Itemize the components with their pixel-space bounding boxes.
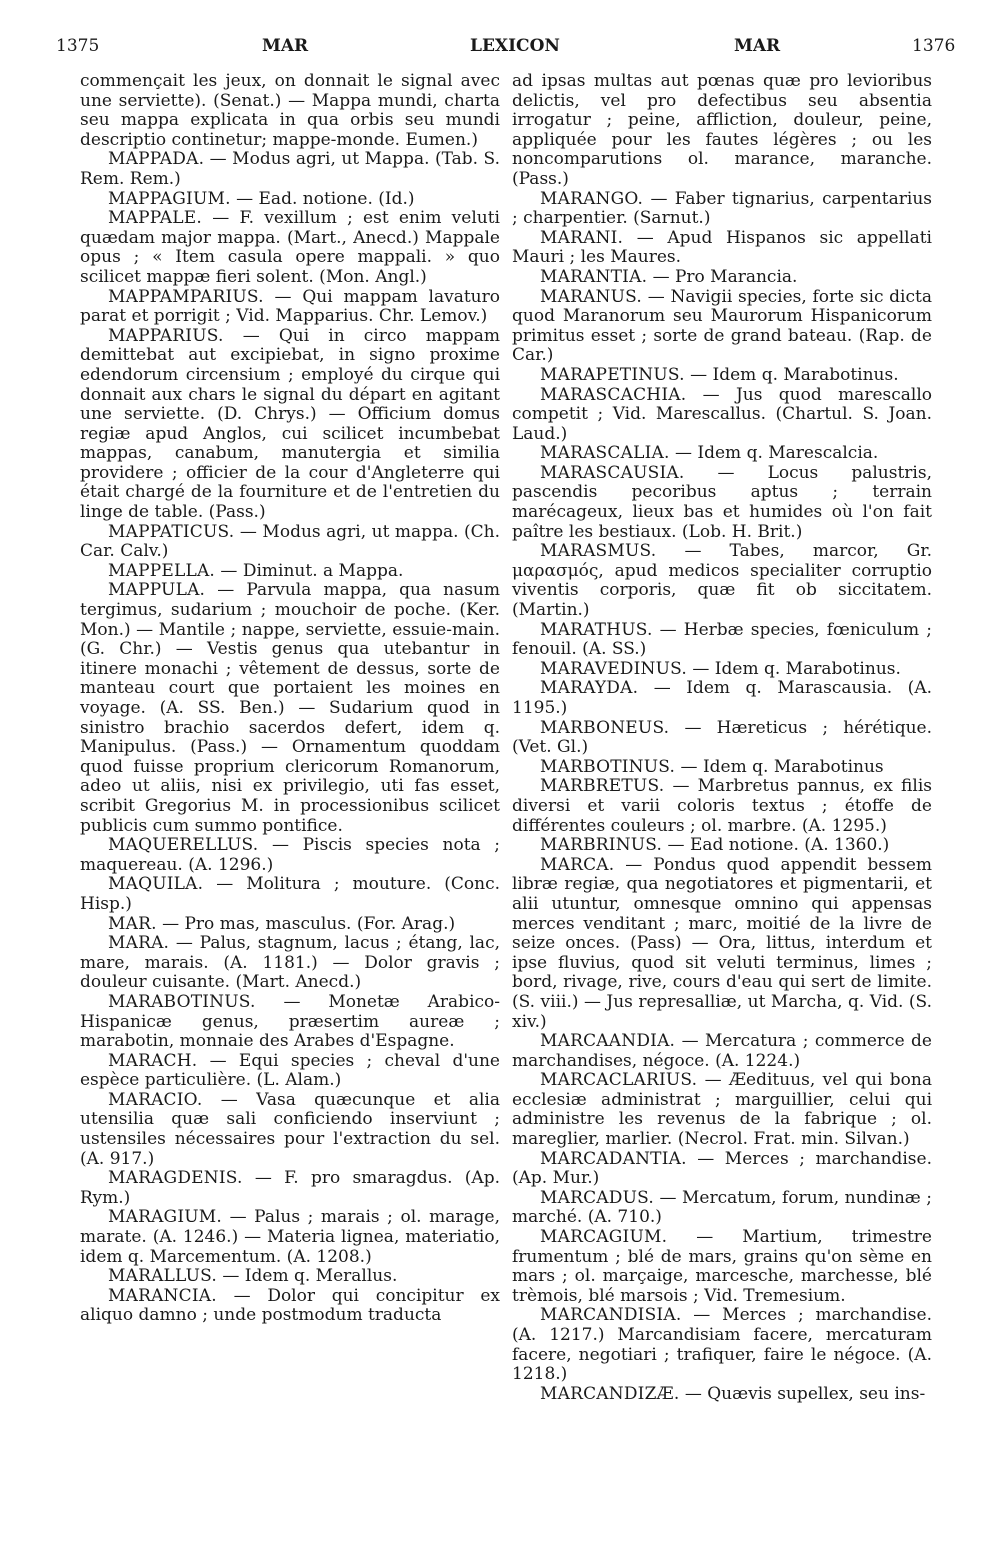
dictionary-entry xyxy=(512,1385,932,1405)
entry-definition: — Mercatum, forum, nundinæ ; marché. (A. 710.) xyxy=(512,1187,932,1228)
dictionary-entry xyxy=(80,915,500,935)
dictionary-entry xyxy=(80,150,500,189)
entry-headword: MARAYDA. xyxy=(540,678,639,699)
entry-headword: MAPPULA. xyxy=(108,580,206,601)
dictionary-entry xyxy=(512,1071,932,1149)
entry-definition: — Palus, stagnum, lacus ; étang, lac, mare, marais. (A. 1181.) — Dolor gravis ; douleur cuisante. (Mart. Anecd.) xyxy=(80,933,500,993)
entry-headword: MARASCACHIA. xyxy=(540,384,687,405)
entry-headword: MARACH. xyxy=(108,1050,198,1071)
dictionary-entry xyxy=(512,777,932,836)
dictionary-entry xyxy=(80,72,500,150)
entry-headword: MAPPALE. xyxy=(108,208,202,229)
page-number-left: 1375 xyxy=(56,36,100,56)
entry-headword: MARAGDENIS. xyxy=(108,1168,243,1189)
dictionary-entry xyxy=(512,1150,932,1189)
entry-headword: MAQUILA. xyxy=(108,874,204,895)
entry-definition: — Pondus quod appendit bessem libræ regiæ, qua negotiatores et pigmentarii, et alii utuntur, omnesque omnino qui appensas merces venditant ; marc, moitié de la livre de seize onces. (Pass) — Ora, littus, interdum et ipse fluvius, quod sit veluti terminus, limes ; bord, rivage, rive, cours d'eau qui sert de limite. (S. viii.) — Jus represalliæ, ut Marcha, q. Vid. (S. xiv.) xyxy=(512,854,932,1032)
entry-headword: MARASCALIA. xyxy=(540,443,670,464)
entry-definition: — Navigii species, forte sic dicta quod Maranorum seu Maurorum Hispanicorum primitus esset ; sorte de grand bateau. (Rap. de Car.) xyxy=(512,286,932,366)
entry-headword: MARALLUS. xyxy=(108,1266,217,1287)
entry-definition: — Idem q. Marabotinus. xyxy=(687,658,901,679)
entry-definition: — Diminut. a Mappa. xyxy=(215,560,404,581)
entry-definition: ad ipsas multas aut pœnas quæ pro levioribus delictis, vel pro defectibus seu absentia irrogatur ; peine, affliction, douleur, peine, appliquée pour les fautes légères ; ou les noncomparutions ol. marance, maranche. (Pass.) xyxy=(512,71,932,189)
dictionary-entry xyxy=(512,679,932,718)
entry-definition: — Ead notione. (A. 1360.) xyxy=(662,835,890,856)
entry-headword: MARCANDIZÆ. xyxy=(540,1383,680,1404)
entry-headword: MARCADUS. xyxy=(540,1187,654,1208)
dictionary-entry xyxy=(512,1032,932,1071)
entry-headword: MARCANDISIA. xyxy=(540,1305,682,1326)
entry-definition: — Locus palustris, pascendis pecoribus aptus ; terrain marécageux, lieux bas et humides où l'on fait paître les bestiaux. (Lob. H. Brit.) xyxy=(512,462,932,542)
dictionary-entry xyxy=(80,836,500,875)
entry-definition: — Qui mappam lavaturo parat et porrigit ; Vid. Mapparius. Chr. Lemov.) xyxy=(80,286,500,327)
entry-headword: MARANGO. xyxy=(540,188,644,209)
entry-definition: — Merces ; marchandise. (Ap. Mur.) xyxy=(512,1148,932,1189)
dictionary-entry xyxy=(512,1228,932,1306)
dictionary-entry xyxy=(512,1189,932,1228)
entry-definition: — Parvula mappa, qua nasum tergimus, sudarium ; mouchoir de poche. (Ker. Mon.) — Mantile ; nappe, serviette, essuie-main. (G. Chr.) — Vestis genus qua utebantur in itinere monachi ; vêtement de dessus, sorte de manteau court que portaient les moines en voyage. (A. SS. Ben.) — Sudarium quod in sinistro brachio sacerdos defert, idem q. Manipulus. (Pass.) — Ornamentum quoddam quod fuisse proprium clericorum Romanorum, adeo ut aliis, nisi ex privilegio, uti fas esset, scribit Gregorius M. in processionibus scilicet publicis cum summo pontifice. xyxy=(80,580,500,836)
dictionary-entry xyxy=(80,327,500,523)
dictionary-entry xyxy=(512,1306,932,1384)
entry-headword: MARANTIA. xyxy=(540,266,648,287)
right-column xyxy=(512,72,932,1404)
entry-headword: MARBRETUS. xyxy=(540,776,665,797)
entry-definition: — Idem q. Merallus. xyxy=(216,1266,398,1287)
dictionary-entry xyxy=(512,758,932,778)
dictionary-entry xyxy=(80,1052,500,1091)
entry-headword: MAPPELLA. xyxy=(108,560,216,581)
entry-headword: MARATHUS. xyxy=(540,619,653,640)
dictionary-entry xyxy=(80,1091,500,1169)
dictionary-entry xyxy=(80,209,500,287)
entry-headword: MARBOTINUS. xyxy=(540,756,676,777)
entry-definition: — Vasa quæcunque et alia utensilia quæ sali conficiendo inserviunt ; ustensiles nécessaires pour l'extraction du sel. (A. 917.) xyxy=(80,1089,500,1169)
entry-definition: — Monetæ Arabico-Hispanicæ genus, præsertim aureæ ; marabotin, monnaie des Arabes d'Espagne. xyxy=(80,991,500,1052)
dictionary-entry xyxy=(80,562,500,582)
entry-definition: — Palus ; marais ; ol. marage, marate. (A. 1246.) — Materia lignea, materiatio, idem q. Marcementum. (A. 1208.) xyxy=(80,1207,500,1267)
dictionary-entry xyxy=(512,268,932,288)
entry-definition: — Faber tignarius, carpentarius ; charpentier. (Sarnut.) xyxy=(512,188,932,229)
entry-definition: — Tabes, marcor, Gr. μαρασμός, apud medicos specialiter corruptio viventis corporis, quæ fit ob siccitatem. (Martin.) xyxy=(512,541,932,621)
dictionary-entry xyxy=(80,993,500,1052)
entry-headword: MAPPARIUS. xyxy=(108,325,224,346)
entry-definition: — Hæreticus ; hérétique. (Vet. Gl.) xyxy=(512,717,932,758)
dictionary-entry xyxy=(80,1208,500,1267)
dictionary-entry xyxy=(80,581,500,836)
entry-headword: MARABOTINUS. xyxy=(108,991,256,1012)
dictionary-entry xyxy=(80,190,500,210)
entry-definition: — Molitura ; mouture. (Conc. Hisp.) xyxy=(80,874,500,914)
entry-definition: — Piscis species nota ; maquereau. (A. 1296.) xyxy=(80,835,500,875)
entry-definition: — Jus quod marescallo competit ; Vid. Marescallus. (Chartul. S. Joan. Laud.) xyxy=(512,384,932,444)
entry-definition: — Qui in circo mappam demittebat aut excipiebat, in signo proxime edendorum circensium ; employé du cirque qui donnait aux chars le signal du départ en agitant une serviette. (D. Chrys.) — Officium domus regiæ apud Anglos, cui scilicet incumbebat mappas, canabum, manutergia et similia providere ; officier de la cour d'Angleterre qui était chargé de la fourniture et de l'entretien du linge de table. (Pass.) xyxy=(80,325,500,523)
entry-definition: — Modus agri, ut Mappa. (Tab. S. Rem. Rem.) xyxy=(80,149,500,189)
entry-headword: MARAGIUM. xyxy=(108,1207,222,1228)
entry-definition: — F. vexillum ; est enim veluti quædam major mappa. (Mart., Anecd.) Mappale opus ; « Item casula opere mappali. » quo scilicet mappæ fieri solent. (Mon. Angl.) xyxy=(80,208,500,287)
entry-definition: — Dolor qui concipitur ex aliquo damno ; unde postmodum traducta xyxy=(80,1285,500,1326)
dictionary-entry xyxy=(512,542,932,620)
entry-definition: — Idem q. Marabotinus. xyxy=(684,364,899,385)
entry-definition: — Idem q. Marascausia. (A. 1195.) xyxy=(512,678,932,718)
dictionary-entry xyxy=(512,444,932,464)
entry-headword: MAPPAGIUM. xyxy=(108,188,231,209)
dictionary-entry xyxy=(80,523,500,562)
dictionary-entry xyxy=(80,1287,500,1326)
entry-headword: MARAPETINUS. xyxy=(540,364,685,385)
entry-headword: MARAVEDINUS. xyxy=(540,658,687,679)
running-head-center: LEXICON xyxy=(470,36,560,56)
dictionary-entry xyxy=(512,386,932,445)
entry-headword: MARACIO. xyxy=(108,1089,203,1110)
page-number-right: 1376 xyxy=(912,36,956,56)
entry-headword: MARBONEUS. xyxy=(540,717,670,738)
entry-headword: MARCA. xyxy=(540,854,615,875)
entry-headword: MAQUERELLUS. xyxy=(108,835,259,856)
dictionary-entry xyxy=(512,836,932,856)
running-head-right: MAR xyxy=(734,36,781,56)
dictionary-entry xyxy=(512,621,932,660)
dictionary-entry xyxy=(512,719,932,758)
entry-headword: MAPPAMPARIUS. xyxy=(108,286,264,307)
entry-headword: MARASCAUSIA. xyxy=(540,462,685,483)
running-head-left: MAR xyxy=(262,36,309,56)
dictionary-entry xyxy=(512,288,932,366)
dictionary-entry xyxy=(512,660,932,680)
dictionary-entry xyxy=(512,72,932,190)
dictionary-entry xyxy=(512,229,932,268)
dictionary-entry xyxy=(512,366,932,386)
dictionary-entry xyxy=(80,1169,500,1208)
dictionary-entry xyxy=(80,1267,500,1287)
dictionary-entry xyxy=(80,288,500,327)
entry-definition: — Æedituus, vel qui bona ecclesiæ administrat ; marguillier, celui qui administre les revenus de la fabrique ; ol. mareglier, marlier. (Necrol. Frat. min. Silvan.) xyxy=(512,1070,932,1150)
entry-definition: — Modus agri, ut mappa. (Ch. Car. Calv.) xyxy=(80,521,500,562)
entry-headword: MARANCIA. xyxy=(108,1285,217,1306)
entry-definition: — Martium, trimestre frumentum ; blé de mars, grains qu'on sème en mars ; ol. marçaige, marcesche, marchesse, blé trèmois, blé marsois ; Vid. Tremesium. xyxy=(512,1227,932,1306)
entry-headword: MARASMUS. xyxy=(540,541,657,562)
entry-definition: — Mercatura ; commerce de marchandises, négoce. (A. 1224.) xyxy=(512,1031,932,1071)
entry-headword: MAPPADA. xyxy=(108,149,205,170)
entry-headword: MAPPATICUS. xyxy=(108,521,235,542)
entry-headword: MARCAGIUM. xyxy=(540,1227,668,1248)
entry-headword: MARCAANDIA. xyxy=(540,1031,676,1052)
entry-headword: MARCADANTIA. xyxy=(540,1148,687,1169)
entry-definition: — Idem q. Marabotinus xyxy=(675,756,884,777)
entry-definition: — Marbretus pannus, ex filis diversi et varii coloris textus ; étoffe de différentes couleurs ; ol. marbre. (A. 1295.) xyxy=(512,776,932,836)
entry-definition: — Pro Marancia. xyxy=(647,266,798,287)
entry-headword: MARANI. xyxy=(540,227,624,248)
dictionary-entry xyxy=(512,190,932,229)
dictionary-entry xyxy=(80,875,500,914)
entry-definition: — Equi species ; cheval d'une espèce particulière. (L. Alam.) xyxy=(80,1050,500,1091)
entry-headword: MARCACLARIUS. xyxy=(540,1070,698,1091)
dictionary-entry xyxy=(512,856,932,1032)
entry-definition: — Pro mas, masculus. (For. Arag.) xyxy=(156,913,456,934)
entry-definition: — Apud Hispanos sic appellati Mauri ; les Maures. xyxy=(512,227,932,268)
entry-definition: — Ead. notione. (Id.) xyxy=(230,188,415,209)
left-column xyxy=(80,72,500,1326)
entry-definition: — Herbæ species, fœniculum ; fenouil. (A. SS.) xyxy=(512,619,932,660)
entry-definition: — Merces ; marchandise. (A. 1217.) Marcandisiam facere, mercaturam facere, negotiari ; trafiquer, faire le négoce. (A. 1218.) xyxy=(512,1305,932,1385)
entry-definition: commençait les jeux, on donnait le signal avec une serviette). (Senat.) — Mappa mundi, charta seu mappa explicata in qua orbis seu mundi descriptio continetur; mappe-monde. Eumen.) xyxy=(80,71,500,150)
entry-definition: — F. pro smaragdus. (Ap. Rym.) xyxy=(80,1168,500,1208)
entry-headword: MAR. xyxy=(108,913,157,934)
entry-headword: MARBRINUS. xyxy=(540,835,663,856)
entry-definition: — Idem q. Marescalcia. xyxy=(669,443,879,464)
dictionary-entry xyxy=(512,464,932,542)
entry-headword: MARA. xyxy=(108,933,170,954)
entry-headword: MARANUS. xyxy=(540,286,643,307)
entry-definition: — Quævis supellex, seu ins- xyxy=(679,1383,926,1404)
dictionary-entry xyxy=(80,934,500,993)
